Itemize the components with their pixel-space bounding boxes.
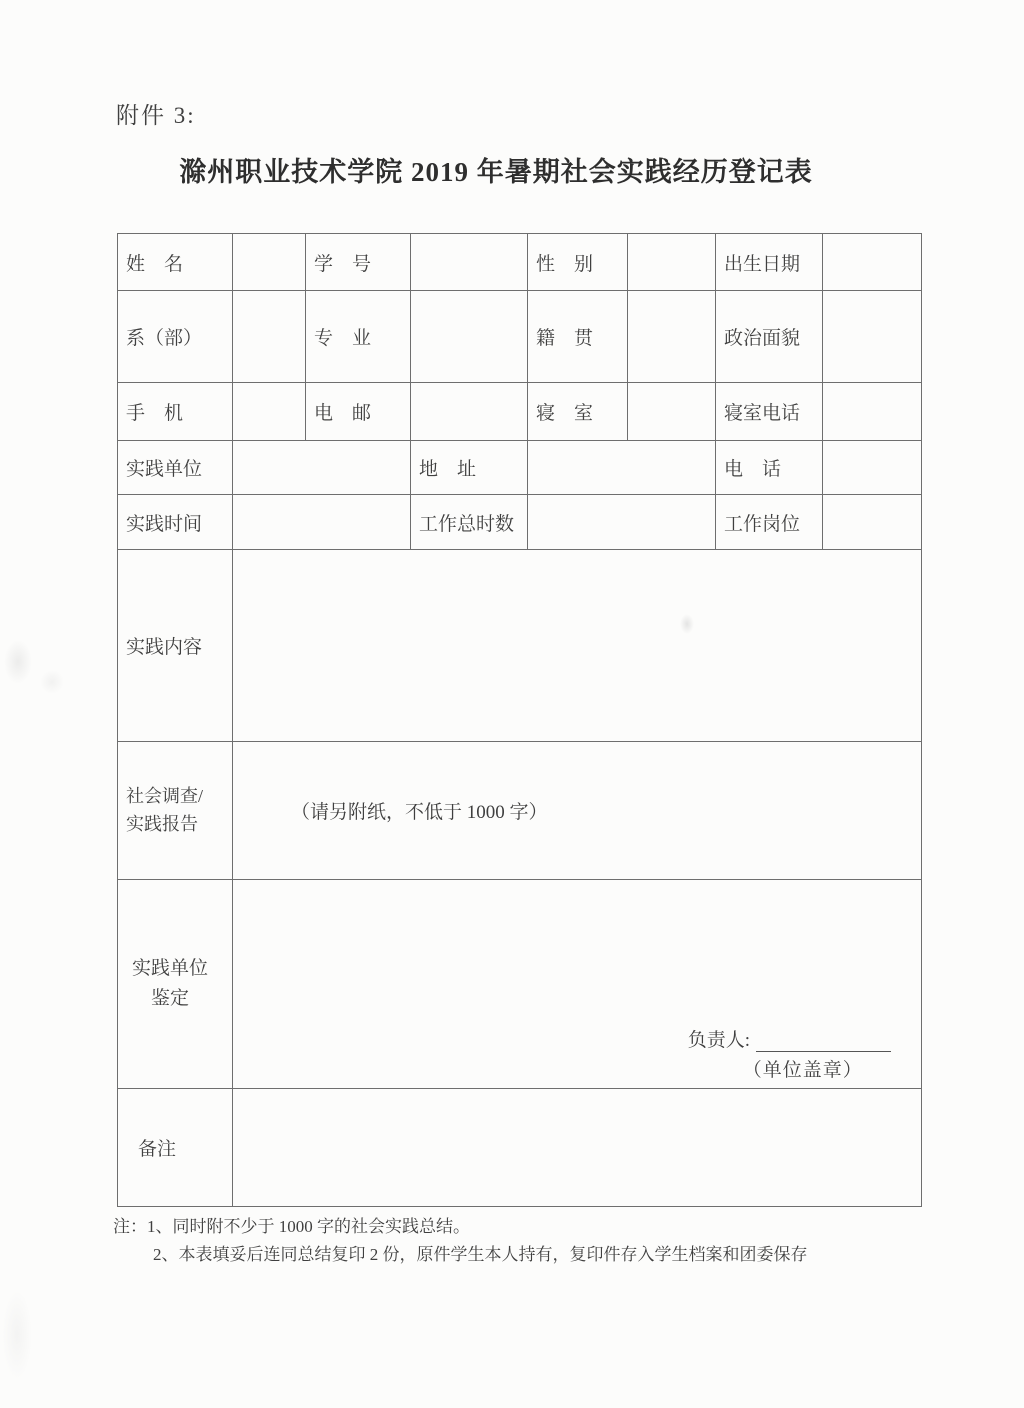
value-department (233, 291, 306, 383)
value-phone (823, 441, 921, 495)
value-remarks (233, 1089, 921, 1206)
label-social-survey-line2: 实践报告 (126, 813, 198, 834)
scan-smudge (2, 1290, 32, 1380)
registration-form-table (117, 233, 922, 1207)
table-row-content (118, 550, 921, 742)
signer-label: 负责人: (687, 1030, 750, 1051)
table-row-basic-1 (118, 234, 921, 291)
table-row-remarks (118, 1089, 921, 1206)
label-student-id: 学 号 (306, 234, 411, 291)
attachment-label: 附件 3: (116, 103, 196, 128)
value-birth-date (823, 234, 921, 291)
footer-note-2: 2、本表填妥后连同总结复印 2 份，原件学生本人持有，复印件存入学生档案和团委保存 (153, 1244, 808, 1264)
label-name: 姓 名 (118, 234, 233, 291)
value-name (233, 234, 306, 291)
label-native-place: 籍 贯 (528, 291, 628, 383)
label-birth-date: 出生日期 (716, 234, 823, 291)
label-total-work-hours: 工作总时数 (411, 495, 528, 550)
report-attach-note: （请另附纸，不低于 1000 字） (233, 742, 921, 880)
label-dorm-room: 寝 室 (528, 383, 628, 441)
label-social-survey-report (118, 742, 233, 880)
value-student-id (411, 234, 528, 291)
label-practice-unit: 实践单位 (118, 441, 233, 495)
value-address (528, 441, 716, 495)
label-email: 电 邮 (306, 383, 411, 441)
label-gender: 性 别 (528, 234, 628, 291)
value-gender (628, 234, 716, 291)
value-native-place (628, 291, 716, 383)
table-row-unit (118, 441, 921, 495)
value-mobile (233, 383, 306, 441)
label-practice-time: 实践时间 (118, 495, 233, 550)
label-political-status: 政治面貌 (716, 291, 823, 383)
label-work-position: 工作岗位 (716, 495, 823, 550)
table-row-basic-3 (118, 383, 921, 441)
table-row-appraisal (118, 880, 921, 1089)
value-total-work-hours (528, 495, 716, 550)
label-unit-appraisal-line1: 实践单位 (132, 957, 209, 979)
scan-smudge (40, 670, 64, 694)
value-political-status (823, 291, 921, 383)
footer-note-1 (113, 1213, 913, 1241)
label-social-survey-line1: 社会调查/ (126, 785, 204, 806)
label-dorm-phone: 寝室电话 (716, 383, 823, 441)
label-unit-appraisal-text (132, 954, 208, 1015)
signer-row (688, 1025, 891, 1052)
footer-note-prefix: 注： (113, 1217, 147, 1236)
scan-smudge (4, 640, 32, 684)
value-practice-content (233, 550, 921, 742)
label-practice-content: 实践内容 (118, 550, 233, 742)
table-row-time (118, 495, 921, 550)
label-unit-appraisal-line2: 鉴定 (151, 988, 190, 1009)
label-major: 专 业 (306, 291, 411, 383)
label-department: 系（部） (118, 291, 233, 383)
value-work-position (823, 495, 921, 550)
value-practice-unit (233, 441, 411, 495)
signature-blank-line (756, 1029, 891, 1052)
form-title: 滁州职业技术学院 2019 年暑期社会实践经历登记表 (179, 157, 813, 187)
label-unit-appraisal (118, 880, 233, 1089)
signer-block (688, 1025, 891, 1082)
value-dorm-room (628, 383, 716, 441)
value-unit-appraisal (233, 880, 921, 1089)
label-phone: 电 话 (716, 441, 823, 495)
table-row-report (118, 742, 921, 880)
footer-notes (113, 1213, 913, 1268)
table-row-basic-2 (118, 291, 921, 383)
footer-note-1-text: 1、同时附不少于 1000 字的社会实践总结。 (147, 1217, 470, 1236)
label-remarks: 备注 (118, 1089, 233, 1206)
value-email (411, 383, 528, 441)
value-major (411, 291, 528, 383)
value-practice-time (233, 495, 411, 550)
value-dorm-phone (823, 383, 921, 441)
label-address: 地 址 (411, 441, 528, 495)
unit-stamp-note: （单位盖章） (742, 1060, 863, 1081)
label-mobile: 手 机 (118, 383, 233, 441)
